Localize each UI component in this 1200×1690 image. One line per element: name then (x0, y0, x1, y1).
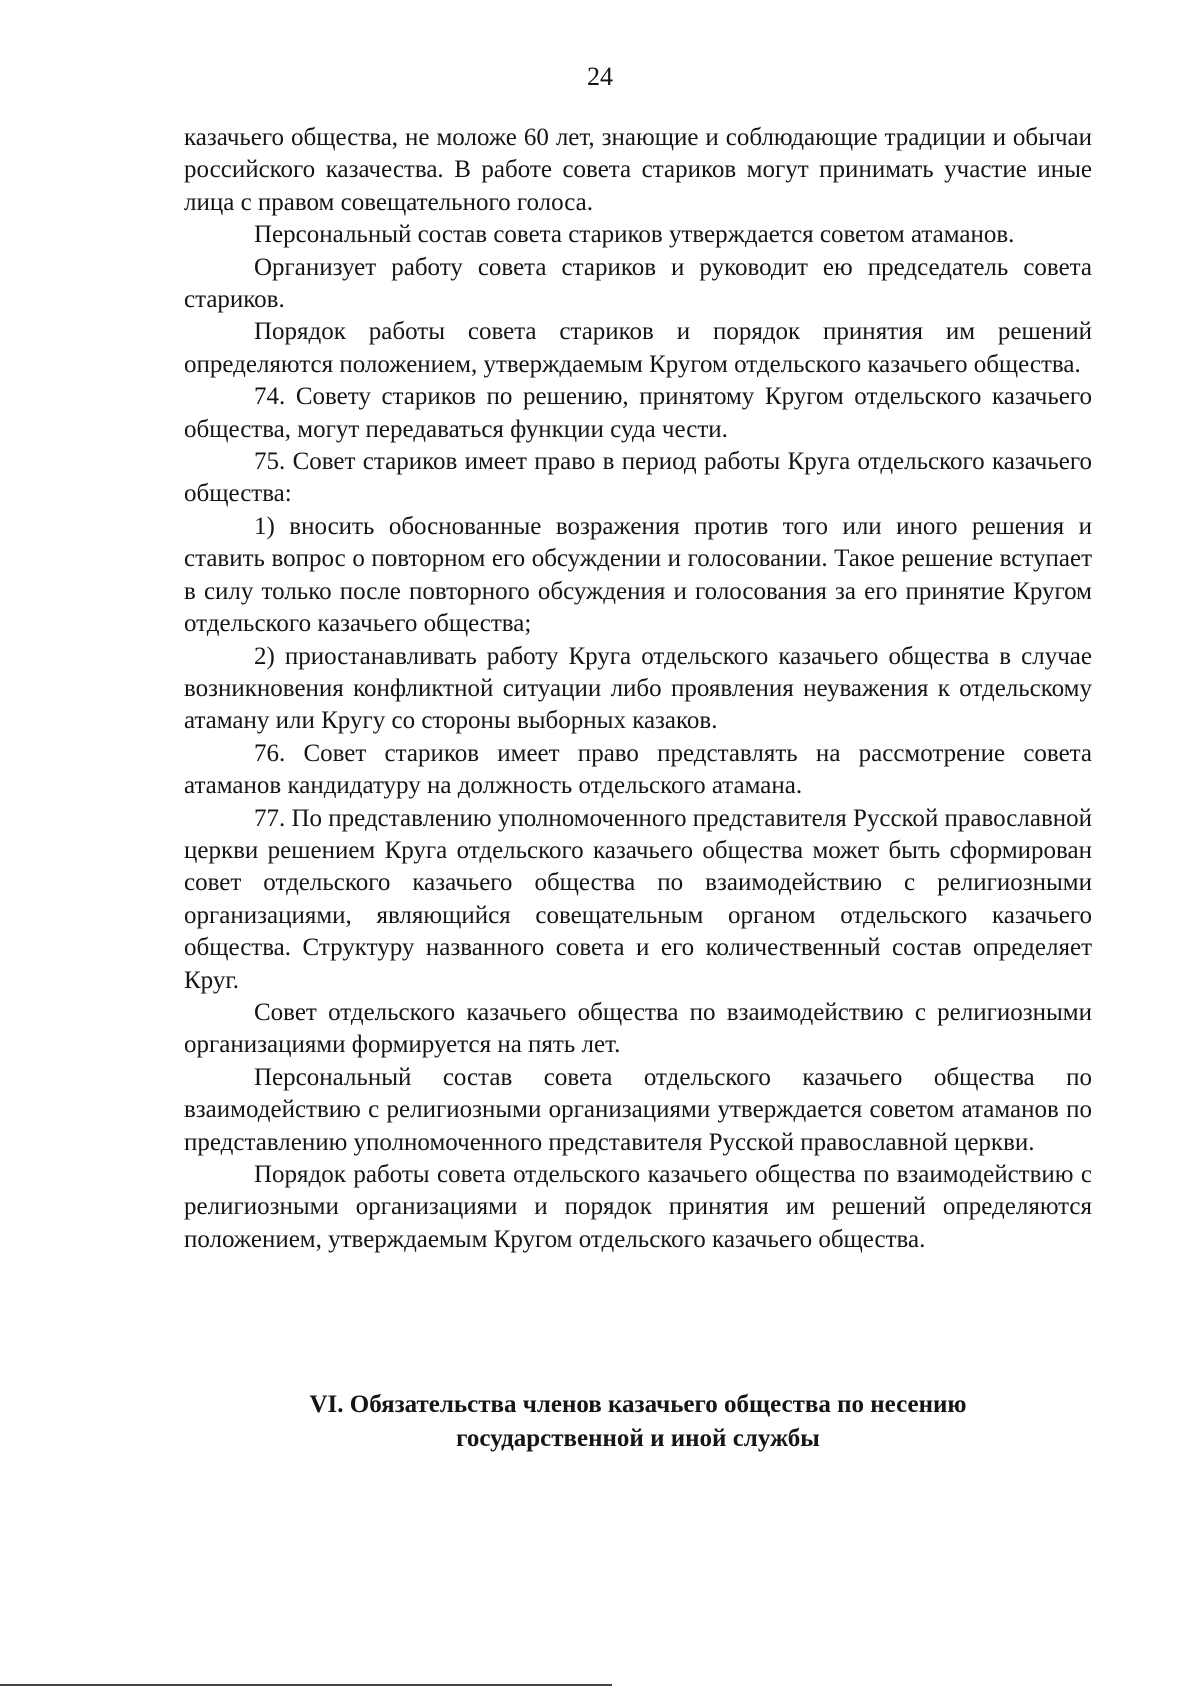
clause-75: 75. Совет стариков имеет право в период работы Круга отдельского казачьего общества: (184, 448, 1092, 508)
section-heading-line-2: государственной и иной службы (456, 1425, 820, 1452)
paragraph: Персональный состав совета отдельского казачьего общества по взаимодействию с религиозными организациями утверждается советом атаманов по представлению уполномоченного представителя Русской православной церкви. (184, 1063, 1092, 1156)
bottom-scan-rule (0, 1684, 612, 1686)
paragraph-continuation: казачьего общества, не моложе 60 лет, знающие и соблюдающие традиции и обычаи российского казачества. В работе совета стариков могут принимать участие иные лица с правом совещательного голоса. (184, 124, 1092, 216)
page-number: 24 (587, 62, 613, 91)
clause-76: 76. Совет стариков имеет право представлять на рассмотрение совета атаманов кандидатуру на должность отдельского атамана. (184, 739, 1092, 800)
clause-75-item-2: 2) приостанавливать работу Круга отдельского казачьего общества в случае возникновения конфликтной ситуации либо проявления неуважения к отдельскому атаману или Кругу со стороны выборных казаков. (184, 642, 1092, 735)
clause-75-item-1: 1) вносить обоснованные возражения против того или иного решения и ставить вопрос о повторном его обсуждении и голосовании. Такое решение вступает в силу только после повторного обсуждения и голосования за его принятие Кругом отдельского казачьего общества; (184, 512, 1092, 638)
clause-74: 74. Совету стариков по решению, принятому Кругом отдельского казачьего общества, могут передаваться функции суда чести. (184, 383, 1092, 443)
clause-77: 77. По представлению уполномоченного представителя Русской православной церкви решением Круга отдельского казачьего общества может быть сформирован совет отдельского казачьего общества по взаимодействию с религиозными организациями, являющийся совещательным органом отдельского казачьего общества. Структуру названного совета и его количественный состав определяет Круг. (184, 804, 1093, 994)
paragraph: Совет отдельского казачьего общества по взаимодействию с религиозными организациями формируется на пять лет. (184, 998, 1092, 1059)
paragraph: Порядок работы совета стариков и порядок принятия им решений определяются положением, утверждаемым Кругом отдельского казачьего общества. (184, 318, 1092, 378)
paragraph: Персональный состав совета стариков утверждается советом атаманов. (254, 221, 1015, 249)
paragraph: Организует работу совета стариков и руководит ею председатель совета стариков. (184, 253, 1092, 314)
body-text (184, 122, 1092, 1256)
section-heading (184, 1388, 1092, 1456)
paragraph: Порядок работы совета отдельского казачьего общества по взаимодействию с религиозными организациями и порядок принятия им решений определяются положением, утверждаемым Кругом отдельского казачьего общества. (184, 1161, 1092, 1253)
section-heading-line-1: VI. Обязательства членов казачьего общества по несению (309, 1391, 967, 1418)
